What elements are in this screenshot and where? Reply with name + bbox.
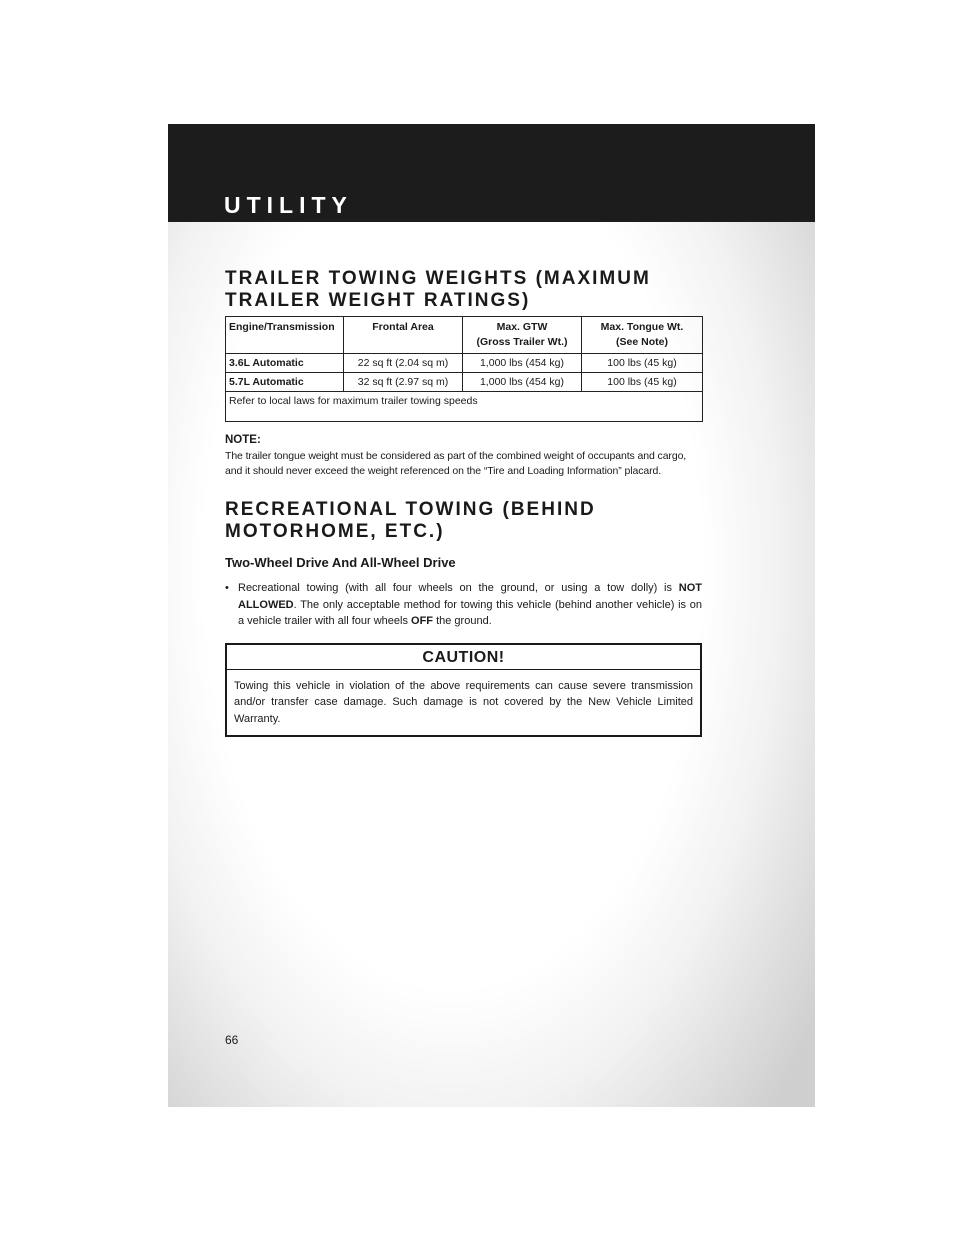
section-title-line: TRAILER WEIGHT RATINGS) xyxy=(225,290,531,311)
off-emphasis: OFF xyxy=(411,615,434,627)
table-row xyxy=(226,373,703,392)
table-cell: 3.6L Automatic xyxy=(226,354,344,373)
trailer-weights-table xyxy=(225,316,703,422)
note-text: The trailer tongue weight must be considered as part of the combined weight of occupants and cargo, and it should never exceed the weight referenced on the “Tire and Loading Information” placard. xyxy=(225,450,687,477)
bullet-marker: • xyxy=(225,582,229,594)
manual-page xyxy=(168,124,815,1107)
page-number: 66 xyxy=(225,1033,239,1047)
section-title-line: TRAILER TOWING WEIGHTS (MAXIMUM xyxy=(225,268,651,289)
subheading-drive-type: Two-Wheel Drive And All-Wheel Drive xyxy=(225,555,456,570)
table-row xyxy=(226,354,703,373)
not-allowed-emphasis: NOT ALLOWED xyxy=(238,582,702,611)
section-title-recreational-towing xyxy=(225,499,702,543)
column-header-engine: Engine/Transmission xyxy=(226,317,344,354)
table-cell: 5.7L Automatic xyxy=(226,373,344,392)
column-header-max-gtw: Max. GTW (Gross Trailer Wt.) xyxy=(463,317,582,354)
table-cell: 100 lbs (45 kg) xyxy=(582,354,703,373)
table-cell: 22 sq ft (2.04 sq m) xyxy=(344,354,463,373)
table-header-row xyxy=(226,317,703,354)
caution-text: Towing this vehicle in violation of the above requirements can cause severe transmission and/or transfer case damage. Such damage is not covered by the New Vehicle Limited Warranty. xyxy=(234,679,693,725)
header-band xyxy=(168,124,815,222)
table-cell: 1,000 lbs (454 kg) xyxy=(463,373,582,392)
note-label: NOTE: xyxy=(225,434,261,446)
page-content xyxy=(225,268,702,737)
table-cell: 1,000 lbs (454 kg) xyxy=(463,354,582,373)
caution-title: CAUTION! xyxy=(227,645,700,670)
section-title-trailer-towing-weights xyxy=(225,268,702,312)
section-title-line: RECREATIONAL TOWING (BEHIND xyxy=(225,499,596,520)
chapter-title: UTILITY xyxy=(224,192,353,218)
caution-box xyxy=(225,643,702,738)
column-header-frontal-area: Frontal Area xyxy=(344,317,463,354)
table-footnote-row xyxy=(226,392,703,422)
table-footnote: Refer to local laws for maximum trailer towing speeds xyxy=(226,392,703,422)
column-header-max-tongue: Max. Tongue Wt. (See Note) xyxy=(582,317,703,354)
list-item: • Recreational towing (with all four wheels on the ground, or using a tow dolly) is NOT ALLOWED. The only acceptable method for towing this vehicle (behind another vehicle) is on a vehicle trailer with all four wheels OFF the ground. xyxy=(225,582,702,627)
table-cell: 100 lbs (45 kg) xyxy=(582,373,703,392)
section-title-line: MOTORHOME, ETC.) xyxy=(225,521,445,542)
bullet-list xyxy=(225,580,702,630)
table-cell: 32 sq ft (2.97 sq m) xyxy=(344,373,463,392)
